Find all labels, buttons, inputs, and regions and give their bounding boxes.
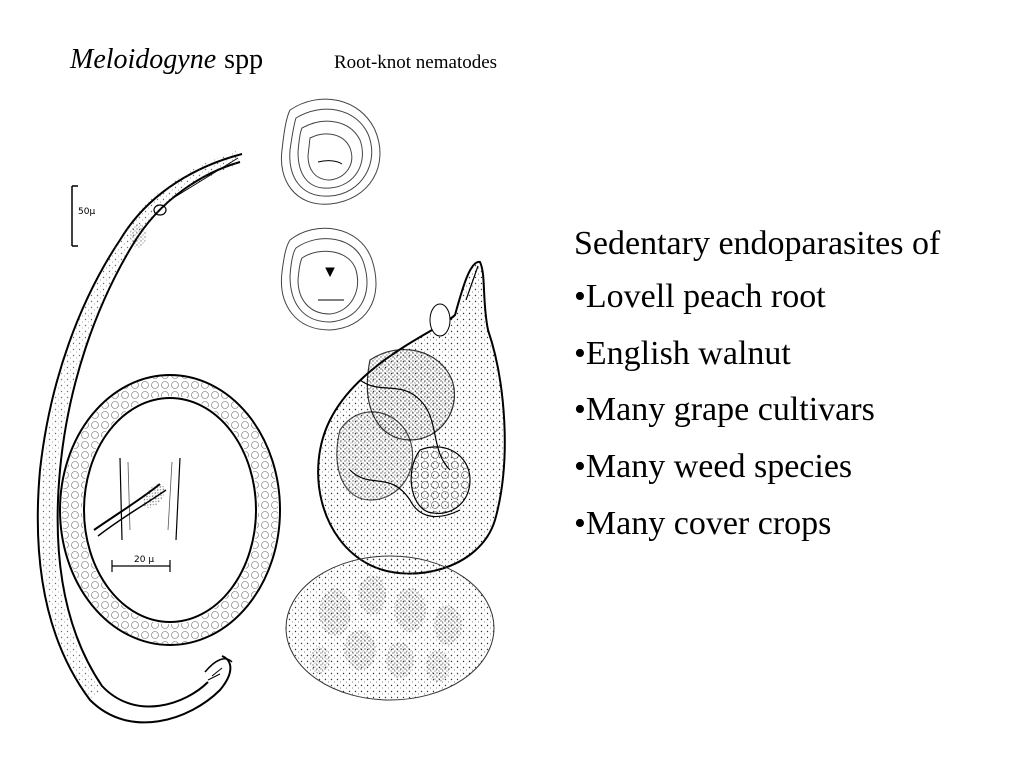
female-nematode: [318, 262, 505, 574]
list-item: •Many weed species: [574, 448, 853, 486]
list-item: •Many grape cultivars: [574, 391, 875, 429]
scale-bar-small-label: 20 µ: [134, 555, 155, 565]
title-genus: Meloidogyne: [70, 44, 217, 75]
list-item: •Lovell peach root: [574, 277, 826, 315]
nematode-illustration: [0, 80, 560, 768]
spicule-inset: [94, 458, 180, 572]
perineal-pattern-bottom: [281, 228, 376, 330]
slide-title: [70, 44, 263, 76]
list-item: •Many cover crops: [574, 504, 832, 542]
egg-mass: [286, 556, 494, 700]
scale-bar-large-label: 50µ: [78, 207, 96, 217]
perineal-pattern-top: [281, 99, 380, 204]
slide-subtitle: Root-knot nematodes: [334, 52, 498, 73]
host-list: [574, 224, 1014, 561]
list-item: •English walnut: [574, 334, 791, 372]
host-bullets: [574, 277, 1014, 545]
scale-bar-large: [72, 186, 95, 246]
title-suffix: spp: [224, 44, 264, 75]
juvenile-nematode: [38, 154, 280, 722]
host-list-intro: Sedentary endoparasites of: [574, 225, 941, 262]
